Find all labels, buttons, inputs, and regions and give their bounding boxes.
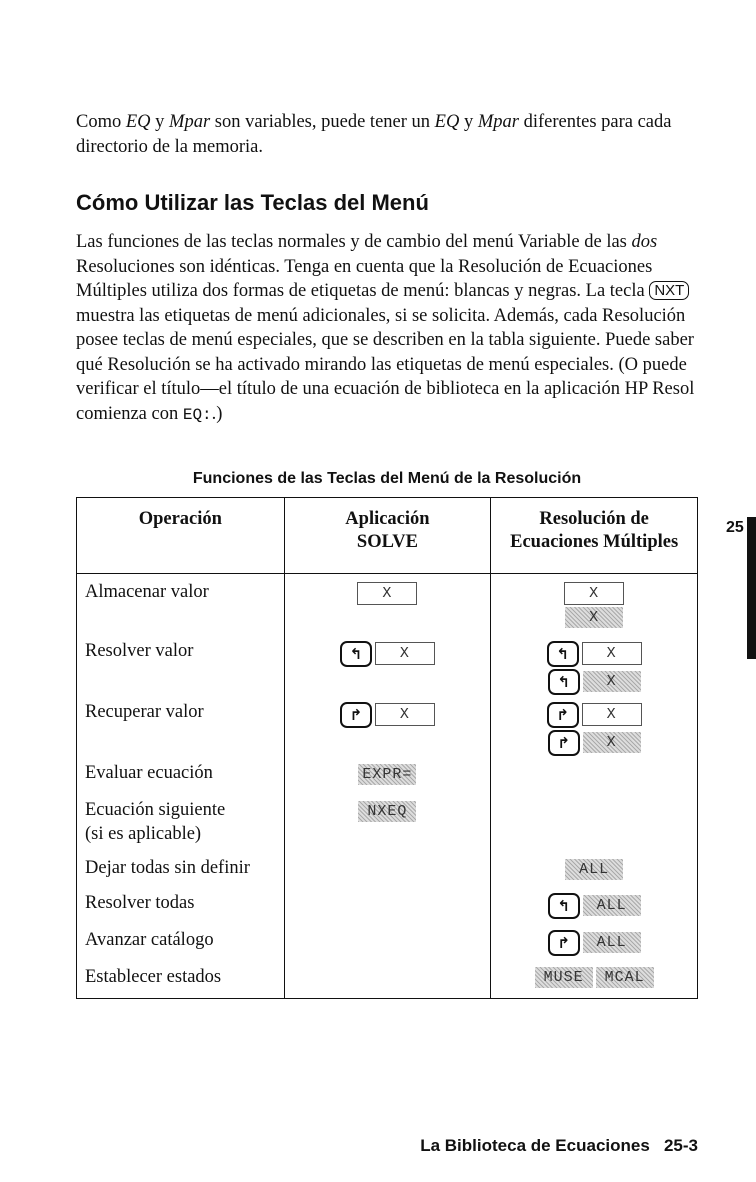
expr-menu-label: EXPR= (358, 764, 416, 785)
x-menu-label: X (357, 582, 417, 605)
intro-text: y (463, 112, 474, 132)
header-operation: Operación (77, 498, 285, 574)
body-text: muestra las etiquetas de menú adicionales, si se solicita. Además, cada Resolución posee teclas de menú especiales, que se describen en la tabla siguiente. Puede saber qué Resolución se ha activado mirando las etiquetas de menú especiales. (O puede verificar el título—el título de una ecuación de biblioteca en la aplicación HP Resol comienza con (76, 305, 695, 424)
footer-title: La Biblioteca de Ecuaciones (420, 1136, 650, 1155)
table-row (77, 963, 698, 999)
mpar-var: Mpar (477, 112, 519, 132)
x-menu-label: X (375, 642, 435, 665)
eq-prefix: EQ: (182, 405, 212, 424)
table-row (77, 635, 698, 696)
body-paragraph (76, 230, 698, 427)
left-shift-key: ↰ (548, 669, 580, 695)
muse-menu-label: MUSE (535, 967, 593, 988)
x-menu-label-black: X (583, 732, 641, 753)
intro-text: son variables, puede tener un (214, 112, 431, 132)
table-row (77, 926, 698, 963)
table-row (77, 794, 698, 852)
intro-text: Como (76, 112, 122, 132)
all-menu-label: ALL (583, 932, 641, 953)
all-menu-label: ALL (583, 895, 641, 916)
body-text: .) (211, 403, 223, 424)
table-row (77, 852, 698, 889)
page-footer (420, 1136, 698, 1156)
body-text: Las funciones de las teclas normales y de cambio del menú Variable de las (76, 232, 627, 252)
table-header-row (77, 498, 698, 574)
intro-paragraph (76, 110, 698, 159)
chapter-tab-number: 25 (726, 519, 744, 536)
op-cell: Almacenar valor (77, 574, 285, 635)
op-cell: Resolver valor (77, 635, 285, 696)
table-row (77, 889, 698, 926)
section-heading: Cómo Utilizar las Teclas del Menú (76, 190, 429, 215)
eq-var: EQ (434, 112, 460, 132)
mpar-var: Mpar (169, 112, 211, 132)
left-shift-key: ↰ (340, 641, 372, 667)
table-row (77, 757, 698, 794)
x-menu-label: X (375, 703, 435, 726)
chapter-tab-bar (747, 517, 756, 659)
right-shift-key: ↱ (340, 702, 372, 728)
op-cell: Avanzar catálogo (77, 926, 285, 963)
header-solve: Aplicación SOLVE (284, 498, 491, 574)
body-text: Resoluciones son idénticas. Tenga en cuenta que la Resolución de Ecuaciones Múltiples utiliza dos formas de etiquetas de menú: blancas y negras. La tecla (76, 256, 653, 301)
page-number: 25-3 (663, 1136, 698, 1155)
emphasis-dos: dos (631, 232, 658, 252)
right-shift-key: ↱ (548, 930, 580, 956)
x-menu-label: X (582, 642, 642, 665)
table-caption: Funciones de las Teclas del Menú de la Resolución (192, 470, 582, 487)
x-menu-label-black: X (565, 607, 623, 628)
op-cell: Establecer estados (77, 963, 285, 999)
x-menu-label-black: X (583, 671, 641, 692)
op-cell: Resolver todas (77, 889, 285, 926)
nxeq-menu-label: NXEQ (358, 801, 416, 822)
header-multi: Resolución de Ecuaciones Múltiples (491, 498, 698, 574)
all-menu-label: ALL (565, 859, 623, 880)
table-row (77, 574, 698, 635)
left-shift-key: ↰ (547, 641, 579, 667)
mcal-menu-label: MCAL (596, 967, 654, 988)
intro-text: diferentes para cada directorio de la memoria. (76, 112, 672, 157)
menu-keys-table (76, 497, 698, 999)
right-shift-key: ↱ (548, 730, 580, 756)
right-shift-key: ↱ (547, 702, 579, 728)
eq-var: EQ (125, 112, 151, 132)
op-cell: Evaluar ecuación (77, 757, 285, 794)
nxt-key: NXT (649, 281, 689, 300)
op-cell: Recuperar valor (77, 696, 285, 757)
x-menu-label: X (564, 582, 624, 605)
op-cell: Dejar todas sin definir (77, 852, 285, 889)
table-row (77, 696, 698, 757)
op-cell: Ecuación siguiente (si es aplicable) (77, 794, 285, 852)
x-menu-label: X (582, 703, 642, 726)
intro-text: y (155, 112, 165, 132)
left-shift-key: ↰ (548, 893, 580, 919)
